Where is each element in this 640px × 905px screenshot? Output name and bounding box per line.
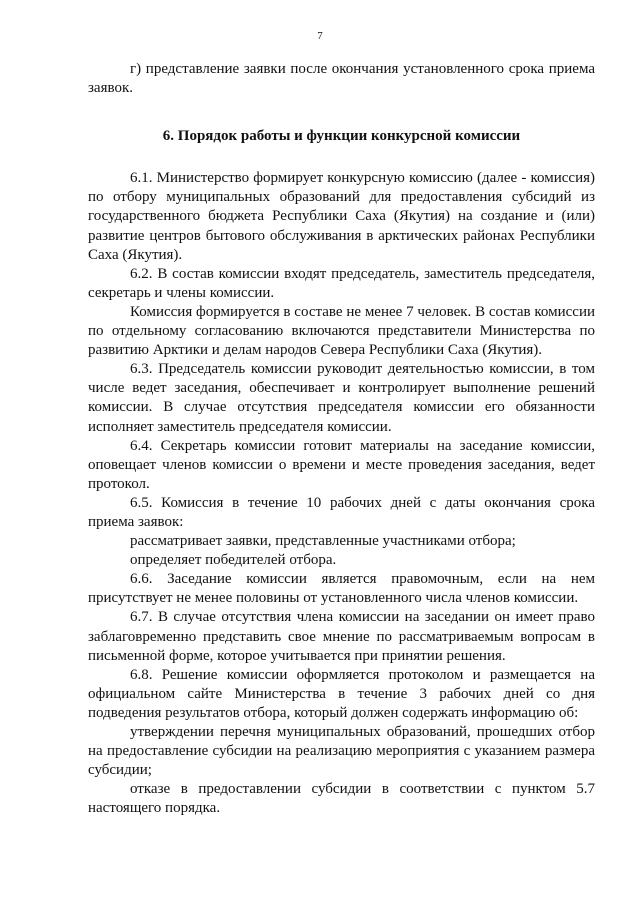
paragraph-6-2: 6.2. В состав комиссии входят председатель, заместитель председателя, секретарь и члены комиссии. (88, 265, 595, 301)
section-heading: 6. Порядок работы и функции конкурсной комиссии (162, 128, 521, 145)
paragraph-6-6: 6.6. Заседание комиссии является правомочным, если на нем присутствует не менее половины от установленного числа членов комиссии. (88, 571, 595, 607)
paragraph-6-8-item-2: отказе в предоставлении субсидии в соответствии с пунктом 5.7 настоящего порядка. (88, 781, 595, 817)
paragraph-6-3: 6.3. Председатель комиссии руководит деятельностью комиссии, в том числе ведет заседания, обеспечивает и контролирует выполнение решений комиссии. В случае отсутствия председателя комиссии его обязанности исполняет заместитель председателя комиссии. (88, 361, 595, 435)
page-number: 7 (317, 30, 323, 42)
paragraph-6-8-item-1: утверждении перечня муниципальных образований, прошедших отбор на предоставление субсидии на реализацию мероприятия с указанием размера субсидии; (88, 724, 595, 779)
paragraph-commission-composition: Комиссия формируется в составе не менее 7 человек. В состав комиссии по отдельному согласованию включаются представители Министерства по развитию Арктики и делам народов Севера Республики Саха (Якутия). (88, 303, 595, 359)
paragraph-6-8: 6.8. Решение комиссии оформляется протоколом и размещается на официальном сайте Министерства в течение 3 рабочих дней со дня подведения результатов отбора, который должен содержать информацию об: (88, 666, 595, 721)
paragraph-6-5-item-1: рассматривает заявки, представленные участниками отбора; (130, 533, 516, 550)
paragraph-6-7: 6.7. В случае отсутствия члена комиссии на заседании он имеет право заблаговременно представить свое мнение по рассматриваемым вопросам в письменной форме, которое учитывается при принятии решения. (88, 609, 595, 664)
paragraph-6-5: 6.5. Комиссия в течение 10 рабочих дней с даты окончания срока приема заявок: (88, 494, 595, 530)
intro-paragraph: г) представление заявки после окончания установленного срока приема заявок. (88, 61, 595, 97)
paragraph-6-5-item-2: определяет победителей отбора. (130, 552, 337, 569)
paragraph-6-4: 6.4. Секретарь комиссии готовит материалы на заседание комиссии, оповещает членов комиссии о времени и месте проведения заседания, ведет протокол. (88, 437, 595, 492)
document-body (88, 60, 595, 818)
paragraph-6-1: 6.1. Министерство формирует конкурсную комиссию (далее - комиссия) по отбору муниципальных образований для предоставления субсидий из государственного бюджета Республики Саха (Якутия) на создание и (или) развитие центров бытового обслуживания в арктических районах Республики Саха (Якутия). (88, 170, 595, 263)
